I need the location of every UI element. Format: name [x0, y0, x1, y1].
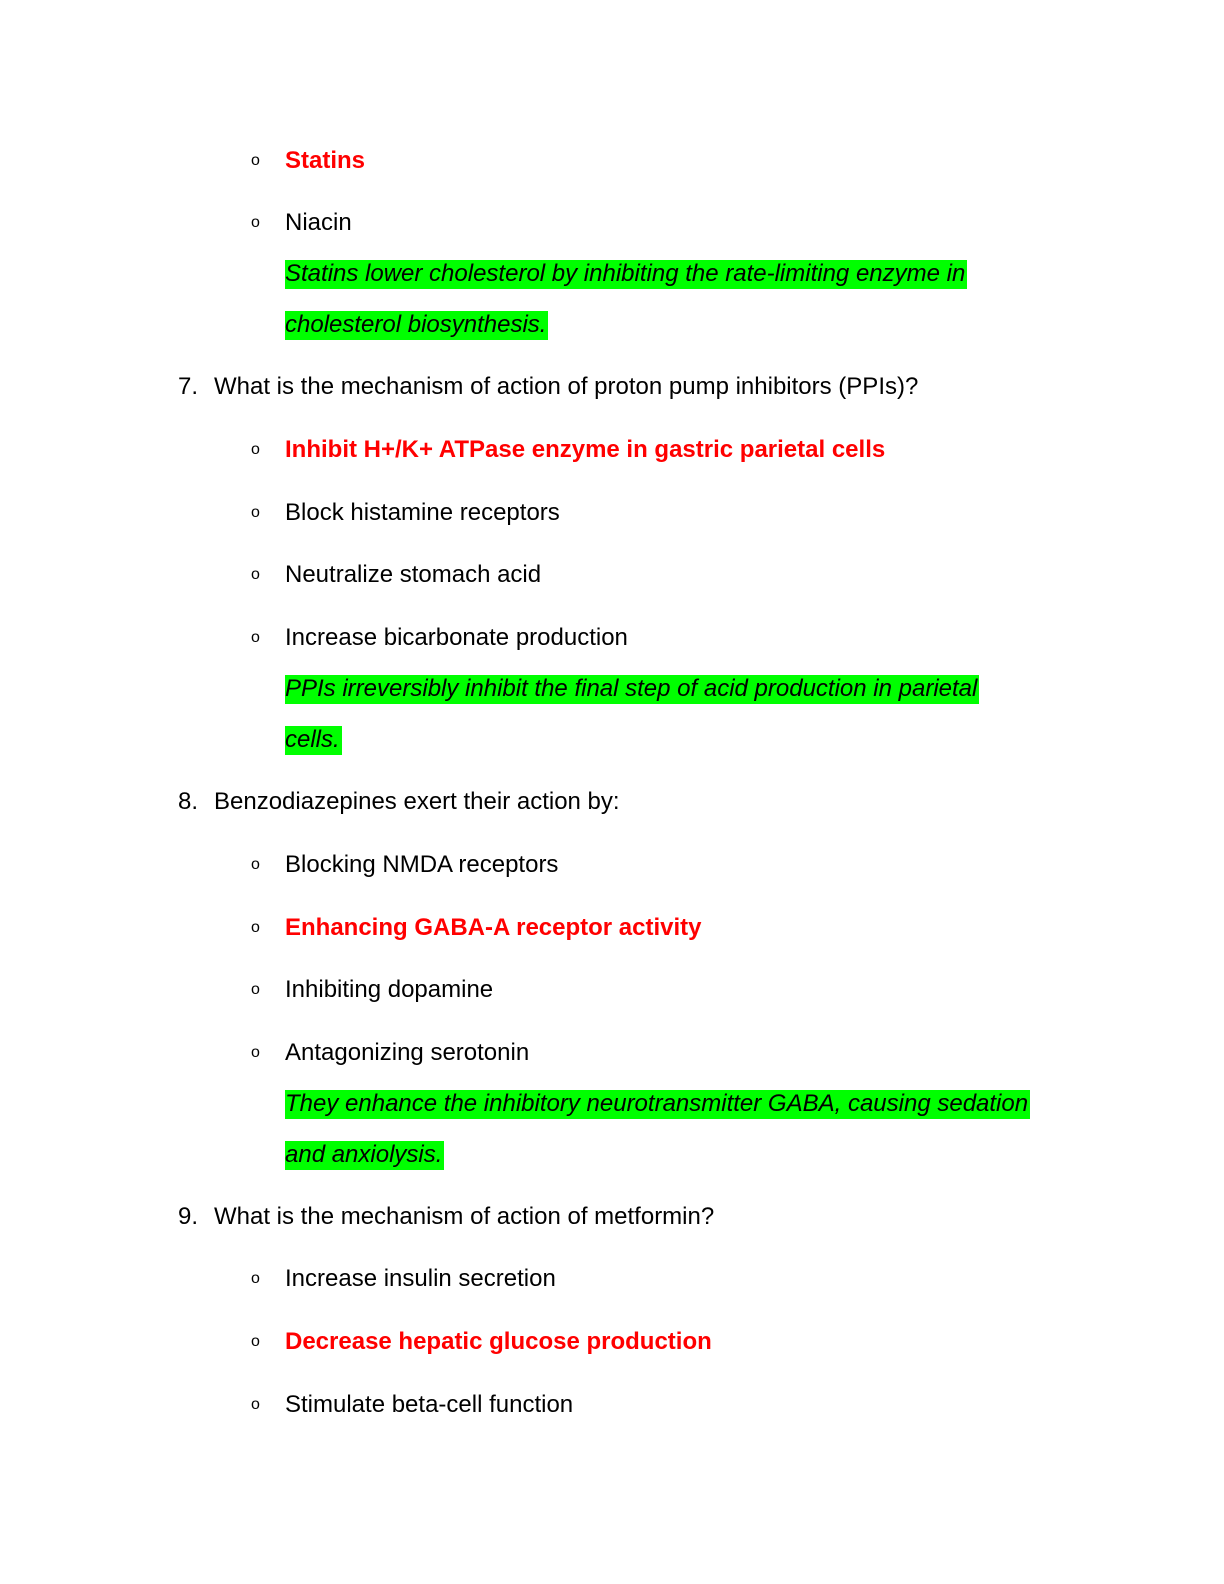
correct-answer: Decrease hepatic glucose production — [285, 1328, 712, 1355]
bullet-icon: o — [251, 856, 260, 873]
explanation-line — [285, 308, 548, 342]
correct-answer: Enhancing GABA-A receptor activity — [285, 914, 702, 941]
option-text: Blocking NMDA receptors — [285, 851, 559, 878]
question-text: Benzodiazepines exert their action by: — [214, 788, 620, 815]
option-text: Block histamine receptors — [285, 499, 560, 526]
bullet-icon: o — [251, 1270, 260, 1287]
option-text: Stimulate beta-cell function — [285, 1391, 574, 1418]
explanation-highlight: They enhance the inhibitory neurotransmitter GABA, causing sedation — [285, 1090, 1029, 1117]
option-text: Inhibiting dopamine — [285, 976, 494, 1003]
option-text: Niacin — [285, 209, 352, 236]
bullet-icon: o — [251, 1044, 260, 1061]
option-text: Increase bicarbonate production — [285, 624, 628, 651]
question-number: 8. — [178, 788, 199, 815]
explanation-line — [285, 672, 979, 706]
question-number: 7. — [178, 373, 199, 400]
explanation-line — [285, 723, 342, 757]
question-text: What is the mechanism of action of metformin? — [214, 1203, 715, 1230]
question-number: 9. — [178, 1203, 199, 1230]
bullet-icon: o — [251, 152, 260, 169]
explanation-highlight: PPIs irreversibly inhibit the final step of acid production in parietal — [285, 675, 978, 702]
explanation-line — [285, 257, 967, 291]
explanation-highlight: cells. — [285, 726, 340, 753]
bullet-icon: o — [251, 919, 260, 936]
question-text: What is the mechanism of action of proton pump inhibitors (PPIs)? — [214, 373, 919, 400]
bullet-icon: o — [251, 981, 260, 998]
option-text: Antagonizing serotonin — [285, 1039, 530, 1066]
explanation-highlight: Statins lower cholesterol by inhibiting the rate-limiting enzyme in — [285, 260, 966, 287]
explanation-highlight: and anxiolysis. — [285, 1141, 443, 1168]
option-text: Neutralize stomach acid — [285, 561, 542, 588]
bullet-icon: o — [251, 566, 260, 583]
correct-answer: Inhibit H+/K+ ATPase enzyme in gastric parietal cells — [285, 436, 886, 463]
correct-answer: Statins — [285, 147, 366, 174]
bullet-icon: o — [251, 441, 260, 458]
explanation-highlight: cholesterol biosynthesis. — [285, 311, 547, 338]
option-text: Increase insulin secretion — [285, 1265, 556, 1292]
bullet-icon: o — [251, 214, 260, 231]
bullet-icon: o — [251, 1396, 260, 1413]
explanation-line — [285, 1138, 444, 1172]
bullet-icon: o — [251, 504, 260, 521]
explanation-line — [285, 1087, 1030, 1121]
bullet-icon: o — [251, 1333, 260, 1350]
bullet-icon: o — [251, 629, 260, 646]
